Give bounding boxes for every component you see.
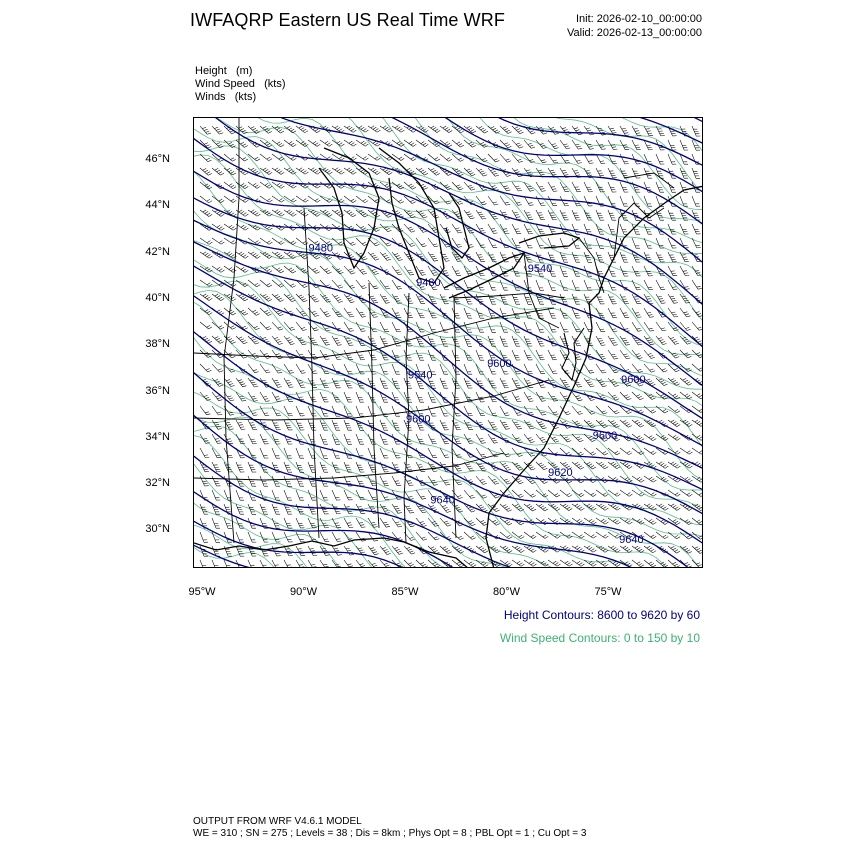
valid-time: Valid: 2026-02-13_00:00:00: [567, 27, 702, 39]
longitude-tick-label: 80°W: [492, 586, 521, 598]
latitude-tick-label: 30°N: [145, 523, 170, 536]
latitude-tick-label: 32°N: [145, 477, 170, 490]
height-contour-label: 9640: [430, 494, 455, 507]
height-contour-line: [194, 193, 703, 426]
height-contour-label: 9620: [548, 466, 573, 479]
map-canvas: [194, 118, 703, 568]
height-contour-label: 9480: [308, 242, 334, 255]
height-contour-label: 9540: [408, 369, 433, 382]
latitude-tick-label: 40°N: [145, 291, 170, 304]
longitude-tick-label: 85°W: [391, 586, 419, 598]
longitude-tick-label: 75°W: [594, 586, 622, 598]
height-contour-line: [194, 237, 703, 473]
latitude-tick-label: 36°N: [145, 384, 170, 397]
height-contour-label: 9600: [621, 374, 646, 387]
variable-winds: [195, 91, 256, 103]
variable-height: [195, 65, 252, 77]
height-contour-label: 9600: [592, 429, 618, 442]
init-time: Init: 2026-02-10_00:00:00: [576, 13, 702, 25]
latitude-tick-label: 46°N: [145, 153, 170, 165]
model-output-note: OUTPUT FROM WRF V4.6.1 MODEL: [193, 816, 362, 827]
height-contour-label: 9540: [527, 263, 553, 276]
longitude-tick-label: 90°W: [289, 586, 318, 598]
model-config-note: WE = 310 ; SN = 275 ; Levels = 38 ; Dis = 8km ; Phys Opt = 8 ; PBL Opt = 1 ; Cu Opt = 3: [193, 828, 587, 839]
chart-title: IWFAQRP Eastern US Real Time WRF: [190, 10, 505, 30]
latitude-tick-label: 34°N: [145, 430, 170, 443]
variable-unit: (kts): [234, 91, 257, 103]
latitude-tick-label: 38°N: [145, 338, 170, 351]
height-contour-label: 9640: [619, 533, 644, 546]
variable-name: Height: [195, 65, 227, 77]
map-panel: [193, 117, 703, 568]
latitude-tick-label: 42°N: [145, 245, 170, 258]
variable-unit: (kts): [264, 78, 286, 90]
variable-wind-speed: [195, 78, 286, 90]
wind-speed-contour-legend: Wind Speed Contours: 0 to 150 by 10: [499, 631, 700, 645]
height-contour-label: 9480: [416, 277, 441, 290]
state-lines: [194, 118, 674, 543]
variable-name: Winds: [195, 91, 226, 103]
longitude-tick-label: 95°W: [188, 586, 216, 598]
latitude-tick-label: 44°N: [145, 199, 170, 212]
wind-speed-contour-line: [194, 165, 703, 459]
height-contour-label: 9600: [406, 413, 431, 426]
variable-name: Wind Speed: [195, 78, 255, 90]
height-contour-legend: Height Contours: 8600 to 9620 by 60: [503, 608, 700, 622]
height-contour-label: 9600: [487, 358, 512, 371]
variable-unit: (m): [235, 65, 253, 77]
